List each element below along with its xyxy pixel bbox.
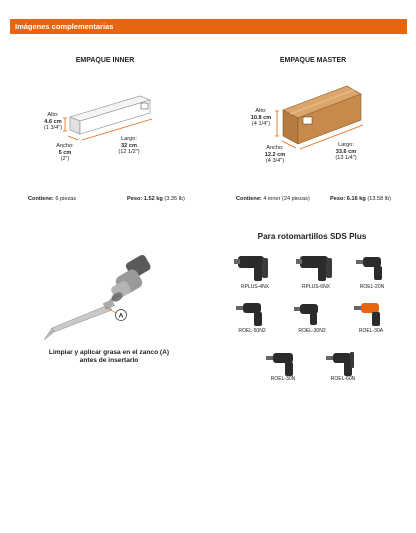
inner-peso: Peso: 1.52 kg (3.35 lb)	[127, 196, 185, 202]
bit-instruction-caption: Limpiar y aplicar grasa en el zanco (A) antes de insertarlo	[48, 349, 170, 364]
tool-model-label: ROEL-20N	[359, 284, 385, 290]
master-package-title: EMPAQUE MASTER	[279, 57, 347, 64]
rotary-hammer-icon	[326, 352, 354, 376]
master-alto-dimension: Alto: 10.8 cm (4 1/4")	[250, 108, 272, 128]
inner-largo-dimension: Largo: 32 cm (12 1/2")	[118, 136, 140, 156]
sds-section-title: Para rotomartillos SDS Plus	[257, 232, 367, 241]
tool-model-label: ROEL-30N2	[298, 328, 326, 334]
inner-package-title: EMPAQUE INNER	[75, 57, 135, 64]
tool-model-label: ROEL-30A	[358, 328, 384, 334]
rotary-hammer-icon	[294, 304, 318, 325]
tool-model-label: ROEL-60N	[330, 376, 356, 382]
tool-model-label: RPLUS-6NX	[301, 284, 331, 290]
rotary-hammer-icon	[236, 303, 262, 326]
master-ancho-dimension: Ancho: 12.2 cm (4 3/4")	[264, 145, 286, 165]
master-contiene: Contiene: 4 inner (24 piezas)	[236, 196, 310, 202]
inner-alto-dimension: Alto: 4.6 cm (1 3/4")	[43, 112, 63, 132]
master-peso: Peso: 6.16 kg (13.58 lb)	[330, 196, 391, 202]
rotary-hammer-icon	[356, 257, 382, 280]
tool-model-label: ROEL-30N	[270, 376, 296, 382]
tool-model-label: RPLUS-4NX	[240, 284, 270, 290]
inner-contiene: Contiene: 6 piezas	[28, 196, 77, 202]
rotary-hammer-icon	[266, 353, 293, 376]
rotary-hammer-icon	[354, 303, 380, 326]
section-banner: Imágenes complementarias	[10, 19, 407, 34]
inner-ancho-dimension: Ancho: 5 cm (2")	[56, 143, 74, 163]
rotary-hammer-icon	[234, 256, 268, 281]
tool-model-label: ROEL-50N2	[238, 328, 266, 334]
master-largo-dimension: Largo: 33.6 cm (13 1/4")	[335, 142, 357, 162]
rotary-hammer-icon	[296, 256, 332, 281]
callout-marker-a: A	[118, 312, 124, 320]
